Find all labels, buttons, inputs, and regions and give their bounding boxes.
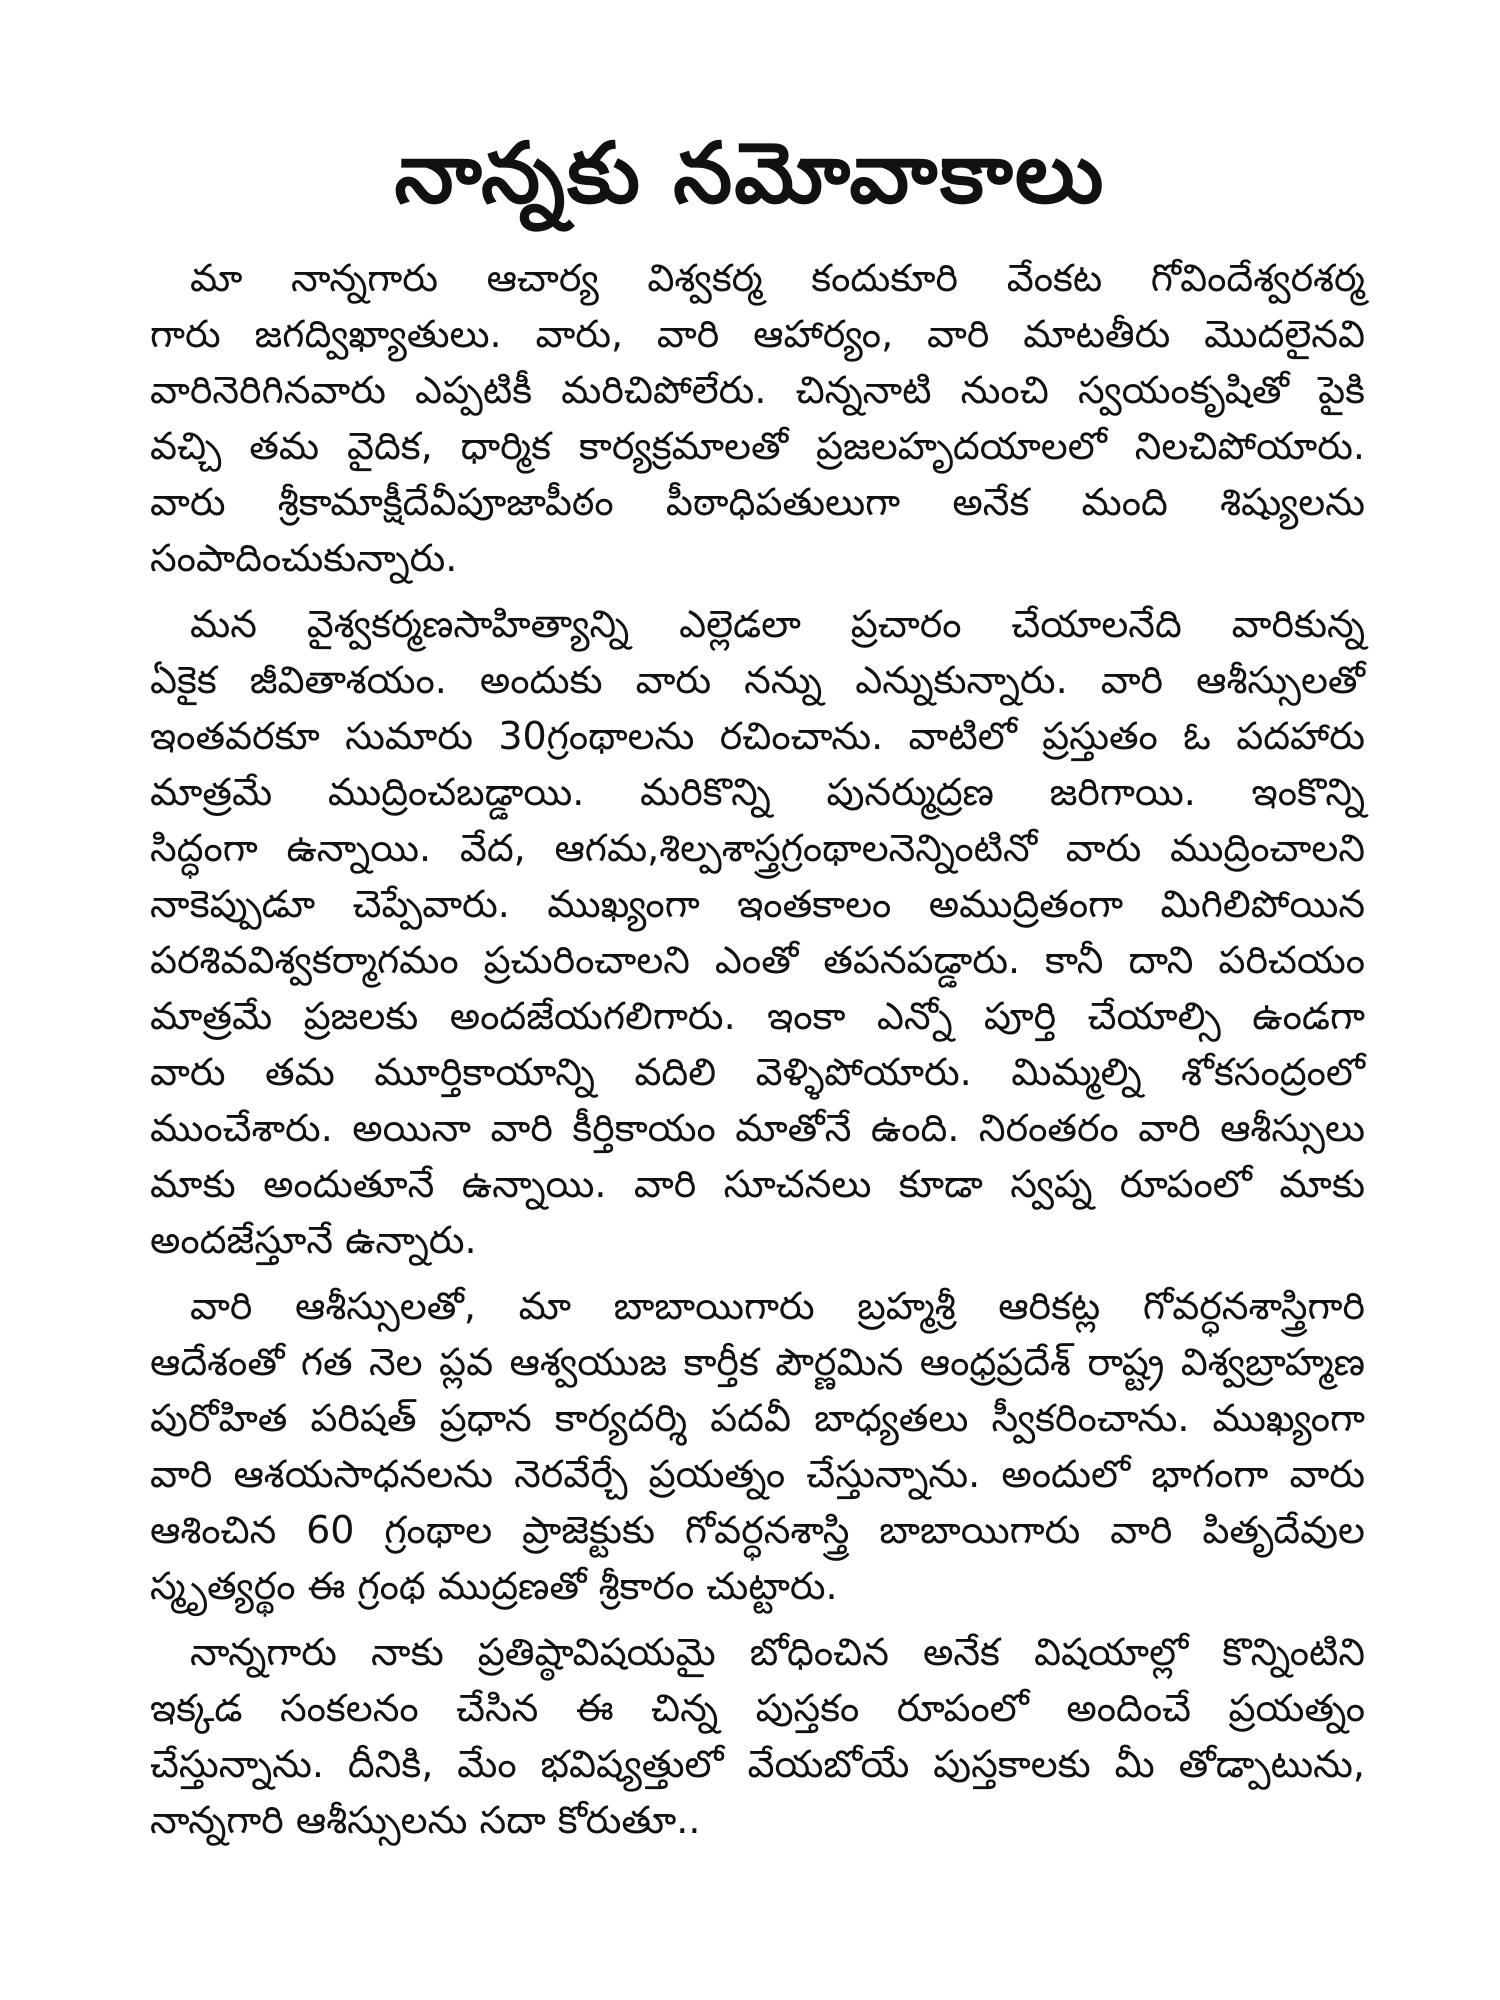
text-line: మాత్రమే ముద్రించబడ్డాయి. మరికొన్ని పునర్ముద్రణ జరిగాయి. ఇంకొన్ని (150, 770, 1365, 814)
text-line: మన వైశ్వకర్మణసాహిత్యాన్ని ఎల్లెడలా ప్రచారం చేయాలనేది వారికున్న (190, 602, 1365, 646)
text-line: వారు శ్రీకామాక్షీదేవీపూజాపీఠం పీఠాధిపతులుగా అనేక మంది శిష్యులను (150, 480, 1365, 524)
text-line: సంపాదించుకున్నారు. (150, 536, 458, 580)
text-line: ఏకైక జీవితాశయం. అందుకు వారు నన్ను ఎన్నుకున్నారు. వారి ఆశీస్సులతో (150, 658, 1365, 702)
text-line: వారి ఆశయసాధనలను నెరవేర్చే ప్రయత్నం చేస్తున్నాను. అందులో భాగంగా వారు (150, 1452, 1365, 1496)
text-line: నాన్నగారి ఆశీస్సులను సదా కోరుతూ.. (150, 1798, 701, 1842)
text-line: వారు తమ మూర్తికాయాన్ని వదిలి వెళ్ళిపోయారు. మిమ్మల్ని శోకసంద్రంలో (150, 1050, 1365, 1094)
text-line: గారు జగద్విఖ్యాతులు. వారు, వారి ఆహార్యం, వారి మాటతీరు మొదలైనవి (150, 312, 1365, 356)
text-line: వారినెరిగినవారు ఎప్పటికీ మరిచిపోలేరు. చిన్ననాటి నుంచి స్వయంకృషితో పైకి (150, 368, 1365, 412)
text-line: అందజేస్తూనే ఉన్నారు. (150, 1218, 477, 1262)
text-line: చేస్తున్నాను. దీనికి, మేం భవిష్యత్తులో వేయబోయే పుస్తకాలకు మీ తోడ్పాటును, (150, 1742, 1365, 1786)
text-line: సిద్ధంగా ఉన్నాయి. వేద, ఆగమ,శిల్పశాస్త్రగ్రంథాలనెన్నింటినో వారు ముద్రించాలని (150, 826, 1365, 870)
text-line: స్మృత్యర్థం ఈ గ్రంథ ముద్రణతో శ్రీకారం చుట్టారు. (150, 1564, 838, 1608)
page-title: నాన్నకు నమోవాకాలు (394, 124, 1106, 222)
text-line: నాన్నగారు నాకు ప్రతిష్ఠావిషయమై బోధించిన అనేక విషయాల్లో కొన్నింటిని (190, 1630, 1365, 1674)
text-line: ఇంతవరకూ సుమారు 30గ్రంథాలను రచించాను. వాటిలో ప్రస్తుతం ఓ పదహారు (150, 714, 1365, 758)
text-line: మా నాన్నగారు ఆచార్య విశ్వకర్మ కందుకూరి వేంకట గోవిందేశ్వరశర్మ (190, 256, 1365, 300)
text-line: పురోహిత పరిషత్ ప్రధాన కార్యదర్శి పదవీ బాధ్యతలు స్వీకరించాను. ముఖ్యంగా (150, 1396, 1365, 1440)
text-line: ఆదేశంతో గత నెల ప్లవ ఆశ్వయుజ కార్తీక పౌర్ణమిన ఆంధ్రప్రదేశ్ రాష్ట్ర విశ్వబ్రాహ్మణ (150, 1340, 1365, 1384)
text-line: ఇక్కడ సంకలనం చేసిన ఈ చిన్న పుస్తకం రూపంలో అందించే ప్రయత్నం (150, 1686, 1365, 1730)
text-line: ఆశించిన 60 గ్రంథాల ప్రాజెక్టుకు గోవర్ధనశాస్త్రి బాబాయిగారు వారి పితృదేవుల (150, 1508, 1365, 1552)
text-line: పరశివవిశ్వకర్మాగమం ప్రచురించాలని ఎంతో తపనపడ్డారు. కానీ దాని పరిచయం (150, 938, 1365, 982)
text-line: ముంచేశారు. అయినా వారి కీర్తికాయం మాతోనే ఉంది. నిరంతరం వారి ఆశీస్సులు (150, 1106, 1365, 1150)
text-line: వచ్చి తమ వైదిక, ధార్మిక కార్యక్రమాలతో ప్రజలహృదయాలలో నిలచిపోయారు. (150, 424, 1365, 468)
text-line: మాత్రమే ప్రజలకు అందజేయగలిగారు. ఇంకా ఎన్నో పూర్తి చేయాల్సి ఉండగా (150, 994, 1365, 1038)
text-line: నాకెప్పుడూ చెప్పేవారు. ముఖ్యంగా ఇంతకాలం అముద్రితంగా మిగిలిపోయిన (150, 882, 1365, 926)
text-line: మాకు అందుతూనే ఉన్నాయి. వారి సూచనలు కూడా స్వప్న రూపంలో మాకు (150, 1162, 1365, 1206)
text-line: వారి ఆశీస్సులతో, మా బాబాయిగారు బ్రహ్మశ్రీ ఆరికట్ల గోవర్ధనశాస్త్రిగారి (190, 1284, 1365, 1328)
